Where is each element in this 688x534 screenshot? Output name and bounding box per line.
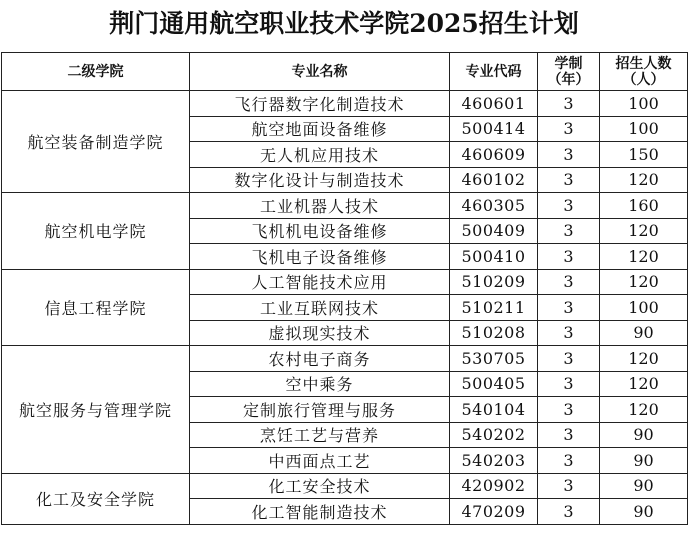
college-cell: 信息工程学院 <box>2 269 190 346</box>
table-body <box>2 91 688 525</box>
quota-cell: 120 <box>600 397 688 423</box>
code-cell: 510208 <box>450 320 538 346</box>
duration-cell: 3 <box>538 193 600 219</box>
major-cell: 中西面点工艺 <box>190 448 450 474</box>
header-quota-line1: 招生人数 <box>615 55 672 72</box>
college-cell: 化工及安全学院 <box>2 473 190 524</box>
quota-cell: 150 <box>600 142 688 168</box>
header-quota-line2: （人） <box>622 71 665 88</box>
major-cell: 烹饪工艺与营养 <box>190 422 450 448</box>
duration-cell: 3 <box>538 320 600 346</box>
duration-cell: 3 <box>538 422 600 448</box>
code-cell: 500410 <box>450 244 538 270</box>
code-cell: 420902 <box>450 473 538 499</box>
quota-cell: 90 <box>600 499 688 525</box>
duration-cell: 3 <box>538 116 600 142</box>
major-cell: 工业机器人技术 <box>190 193 450 219</box>
header-duration-line2: （年） <box>547 71 590 88</box>
duration-cell: 3 <box>538 499 600 525</box>
major-cell: 人工智能技术应用 <box>190 269 450 295</box>
major-cell: 化工安全技术 <box>190 473 450 499</box>
duration-cell: 3 <box>538 91 600 117</box>
code-cell: 460305 <box>450 193 538 219</box>
duration-cell: 3 <box>538 371 600 397</box>
table-row <box>2 193 688 219</box>
quota-cell: 120 <box>600 269 688 295</box>
header-duration-line1: 学制 <box>554 55 583 72</box>
duration-cell: 3 <box>538 448 600 474</box>
quota-cell: 90 <box>600 448 688 474</box>
major-cell: 农村电子商务 <box>190 346 450 372</box>
duration-cell: 3 <box>538 218 600 244</box>
quota-cell: 90 <box>600 473 688 499</box>
code-cell: 500409 <box>450 218 538 244</box>
quota-cell: 90 <box>600 422 688 448</box>
code-cell: 460601 <box>450 91 538 117</box>
code-cell: 470209 <box>450 499 538 525</box>
table-row <box>2 346 688 372</box>
code-cell: 460609 <box>450 142 538 168</box>
code-cell: 540203 <box>450 448 538 474</box>
table-row <box>2 269 688 295</box>
quota-cell: 120 <box>600 167 688 193</box>
major-cell: 定制旅行管理与服务 <box>190 397 450 423</box>
page-title: 荆门通用航空职业技术学院2025招生计划 <box>109 9 579 38</box>
code-cell: 510211 <box>450 295 538 321</box>
header-college: 二级学院 <box>2 53 190 91</box>
quota-cell: 120 <box>600 218 688 244</box>
duration-cell: 3 <box>538 346 600 372</box>
major-cell: 无人机应用技术 <box>190 142 450 168</box>
quota-cell: 100 <box>600 91 688 117</box>
major-cell: 工业互联网技术 <box>190 295 450 321</box>
major-cell: 航空地面设备维修 <box>190 116 450 142</box>
code-cell: 500414 <box>450 116 538 142</box>
duration-cell: 3 <box>538 397 600 423</box>
quota-cell: 120 <box>600 346 688 372</box>
code-cell: 500405 <box>450 371 538 397</box>
duration-cell: 3 <box>538 473 600 499</box>
header-quota <box>600 53 688 91</box>
major-cell: 化工智能制造技术 <box>190 499 450 525</box>
duration-cell: 3 <box>538 269 600 295</box>
major-cell: 虚拟现实技术 <box>190 320 450 346</box>
quota-cell: 120 <box>600 371 688 397</box>
duration-cell: 3 <box>538 142 600 168</box>
quota-cell: 90 <box>600 320 688 346</box>
major-cell: 飞机机电设备维修 <box>190 218 450 244</box>
major-cell: 飞行器数字化制造技术 <box>190 91 450 117</box>
header-code: 专业代码 <box>450 53 538 91</box>
code-cell: 530705 <box>450 346 538 372</box>
header-duration <box>538 53 600 91</box>
college-cell: 航空机电学院 <box>2 193 190 270</box>
code-cell: 510209 <box>450 269 538 295</box>
college-cell: 航空服务与管理学院 <box>2 346 190 474</box>
code-cell: 460102 <box>450 167 538 193</box>
table-row <box>2 91 688 117</box>
header-major: 专业名称 <box>190 53 450 91</box>
table-row <box>2 473 688 499</box>
major-cell: 空中乘务 <box>190 371 450 397</box>
enrollment-table <box>1 52 688 525</box>
duration-cell: 3 <box>538 295 600 321</box>
code-cell: 540104 <box>450 397 538 423</box>
duration-cell: 3 <box>538 167 600 193</box>
college-cell: 航空装备制造学院 <box>2 91 190 193</box>
quota-cell: 120 <box>600 244 688 270</box>
quota-cell: 100 <box>600 295 688 321</box>
major-cell: 数字化设计与制造技术 <box>190 167 450 193</box>
quota-cell: 100 <box>600 116 688 142</box>
duration-cell: 3 <box>538 244 600 270</box>
quota-cell: 160 <box>600 193 688 219</box>
major-cell: 飞机电子设备维修 <box>190 244 450 270</box>
code-cell: 540202 <box>450 422 538 448</box>
table-header-row <box>2 53 688 91</box>
